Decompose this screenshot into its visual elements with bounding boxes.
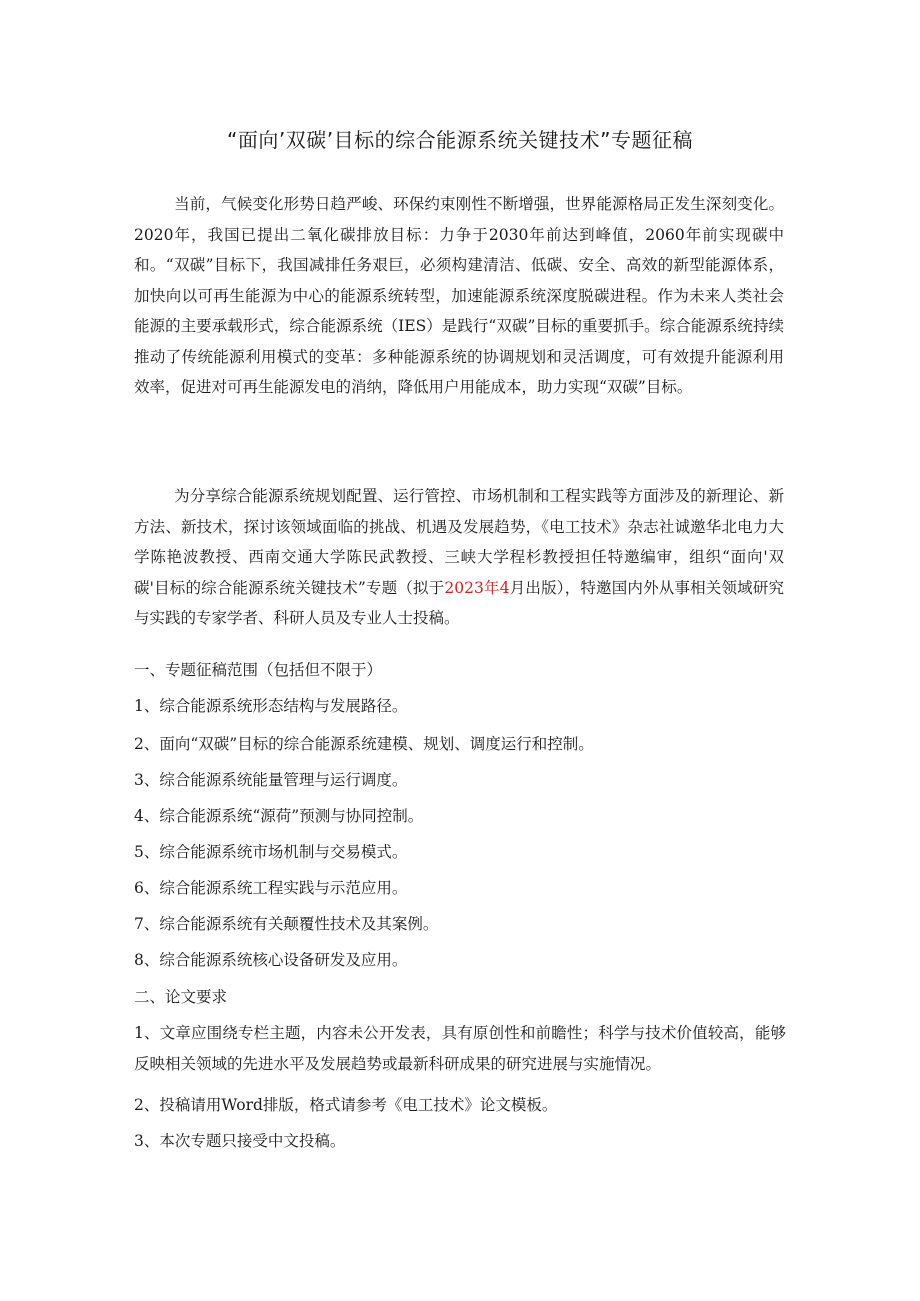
scope-item: 3、综合能源系统能量管理与运行调度。: [134, 771, 408, 789]
scope-item: 5、综合能源系统市场机制与交易模式。: [134, 843, 408, 861]
section-heading-requirements: 二、论文要求: [134, 988, 228, 1006]
page-title: “面向’双碳’目标的综合能源系统关键技术”专题征稿: [227, 128, 693, 152]
scope-item: 4、综合能源系统“源荷”预测与协同控制。: [134, 807, 424, 825]
invitation-text-after: 月出版），特邀国内外从事相关领域研究与实践的专家学者、科研人员及专业人士投稿。: [134, 578, 784, 627]
invitation-paragraph: [134, 481, 784, 634]
scope-item: 1、综合能源系统形态结构与发展路径。: [134, 697, 408, 715]
publication-month: 4: [499, 578, 510, 597]
publication-year-char: 年: [483, 578, 500, 597]
invitation-text-before: 为分享综合能源系统规划配置、运行管控、市场机制和工程实践等方面涉及的新理论、新方法、新技术，探讨该领域面临的挑战、机遇及发展趋势，《电工技术》杂志社诚邀华北电力大学陈艳波教授、西南交通大学陈民武教授、三峡大学程杉教授担任特邀编审，组织“面向'双碳'目标的综合能源系统关键技术”专题（拟于: [134, 487, 784, 597]
scope-item: 7、综合能源系统有关颠覆性技术及其案例。: [134, 915, 439, 933]
publication-year: 2023: [444, 578, 484, 597]
intro-text: 当前，气候变化形势日趋严峻、环保约束刚性不断增强，世界能源格局正发生深刻变化。2020年，我国已提出二氧化碳排放目标：力争于2030年前达到峰值，2060年前实现碳中和。“双碳”目标下，我国减排任务艰巨，必须构建清洁、低碳、安全、高效的新型能源体系，加快向以可再生能源为中心的能源系统转型，加速能源系统深度脱碳进程。作为未来人类社会能源的主要承载形式，综合能源系统（IES）是践行“双碳”目标的重要抓手。综合能源系统持续推动了传统能源利用模式的变革：多种能源系统的协调规划和灵活调度，可有效提升能源利用效率，促进对可再生能源发电的消纳，降低用户用能成本，助力实现“双碳”目标。: [134, 195, 784, 396]
section-heading-scope: 一、专题征稿范围（包括但不限于）: [134, 661, 383, 679]
requirement-item: 1、文章应围绕专栏主题，内容未公开发表，具有原创性和前瞻性；科学与技术价值较高，能够反映相关领域的先进水平及发展趋势或最新科研成果的研究进展与实施情况。: [134, 1024, 786, 1073]
scope-item: 2、面向“双碳”目标的综合能源系统建模、规划、调度运行和控制。: [134, 735, 594, 753]
scope-item: 8、综合能源系统核心设备研发及应用。: [134, 951, 408, 969]
intro-paragraph: [134, 189, 784, 403]
requirement-item: 3、本次专题只接受中文投稿。: [134, 1132, 346, 1150]
scope-item: 6、综合能源系统工程实践与示范应用。: [134, 879, 408, 897]
requirement-item: 2、投稿请用Word排版，格式请参考《电工技术》论文模板。: [134, 1096, 558, 1114]
